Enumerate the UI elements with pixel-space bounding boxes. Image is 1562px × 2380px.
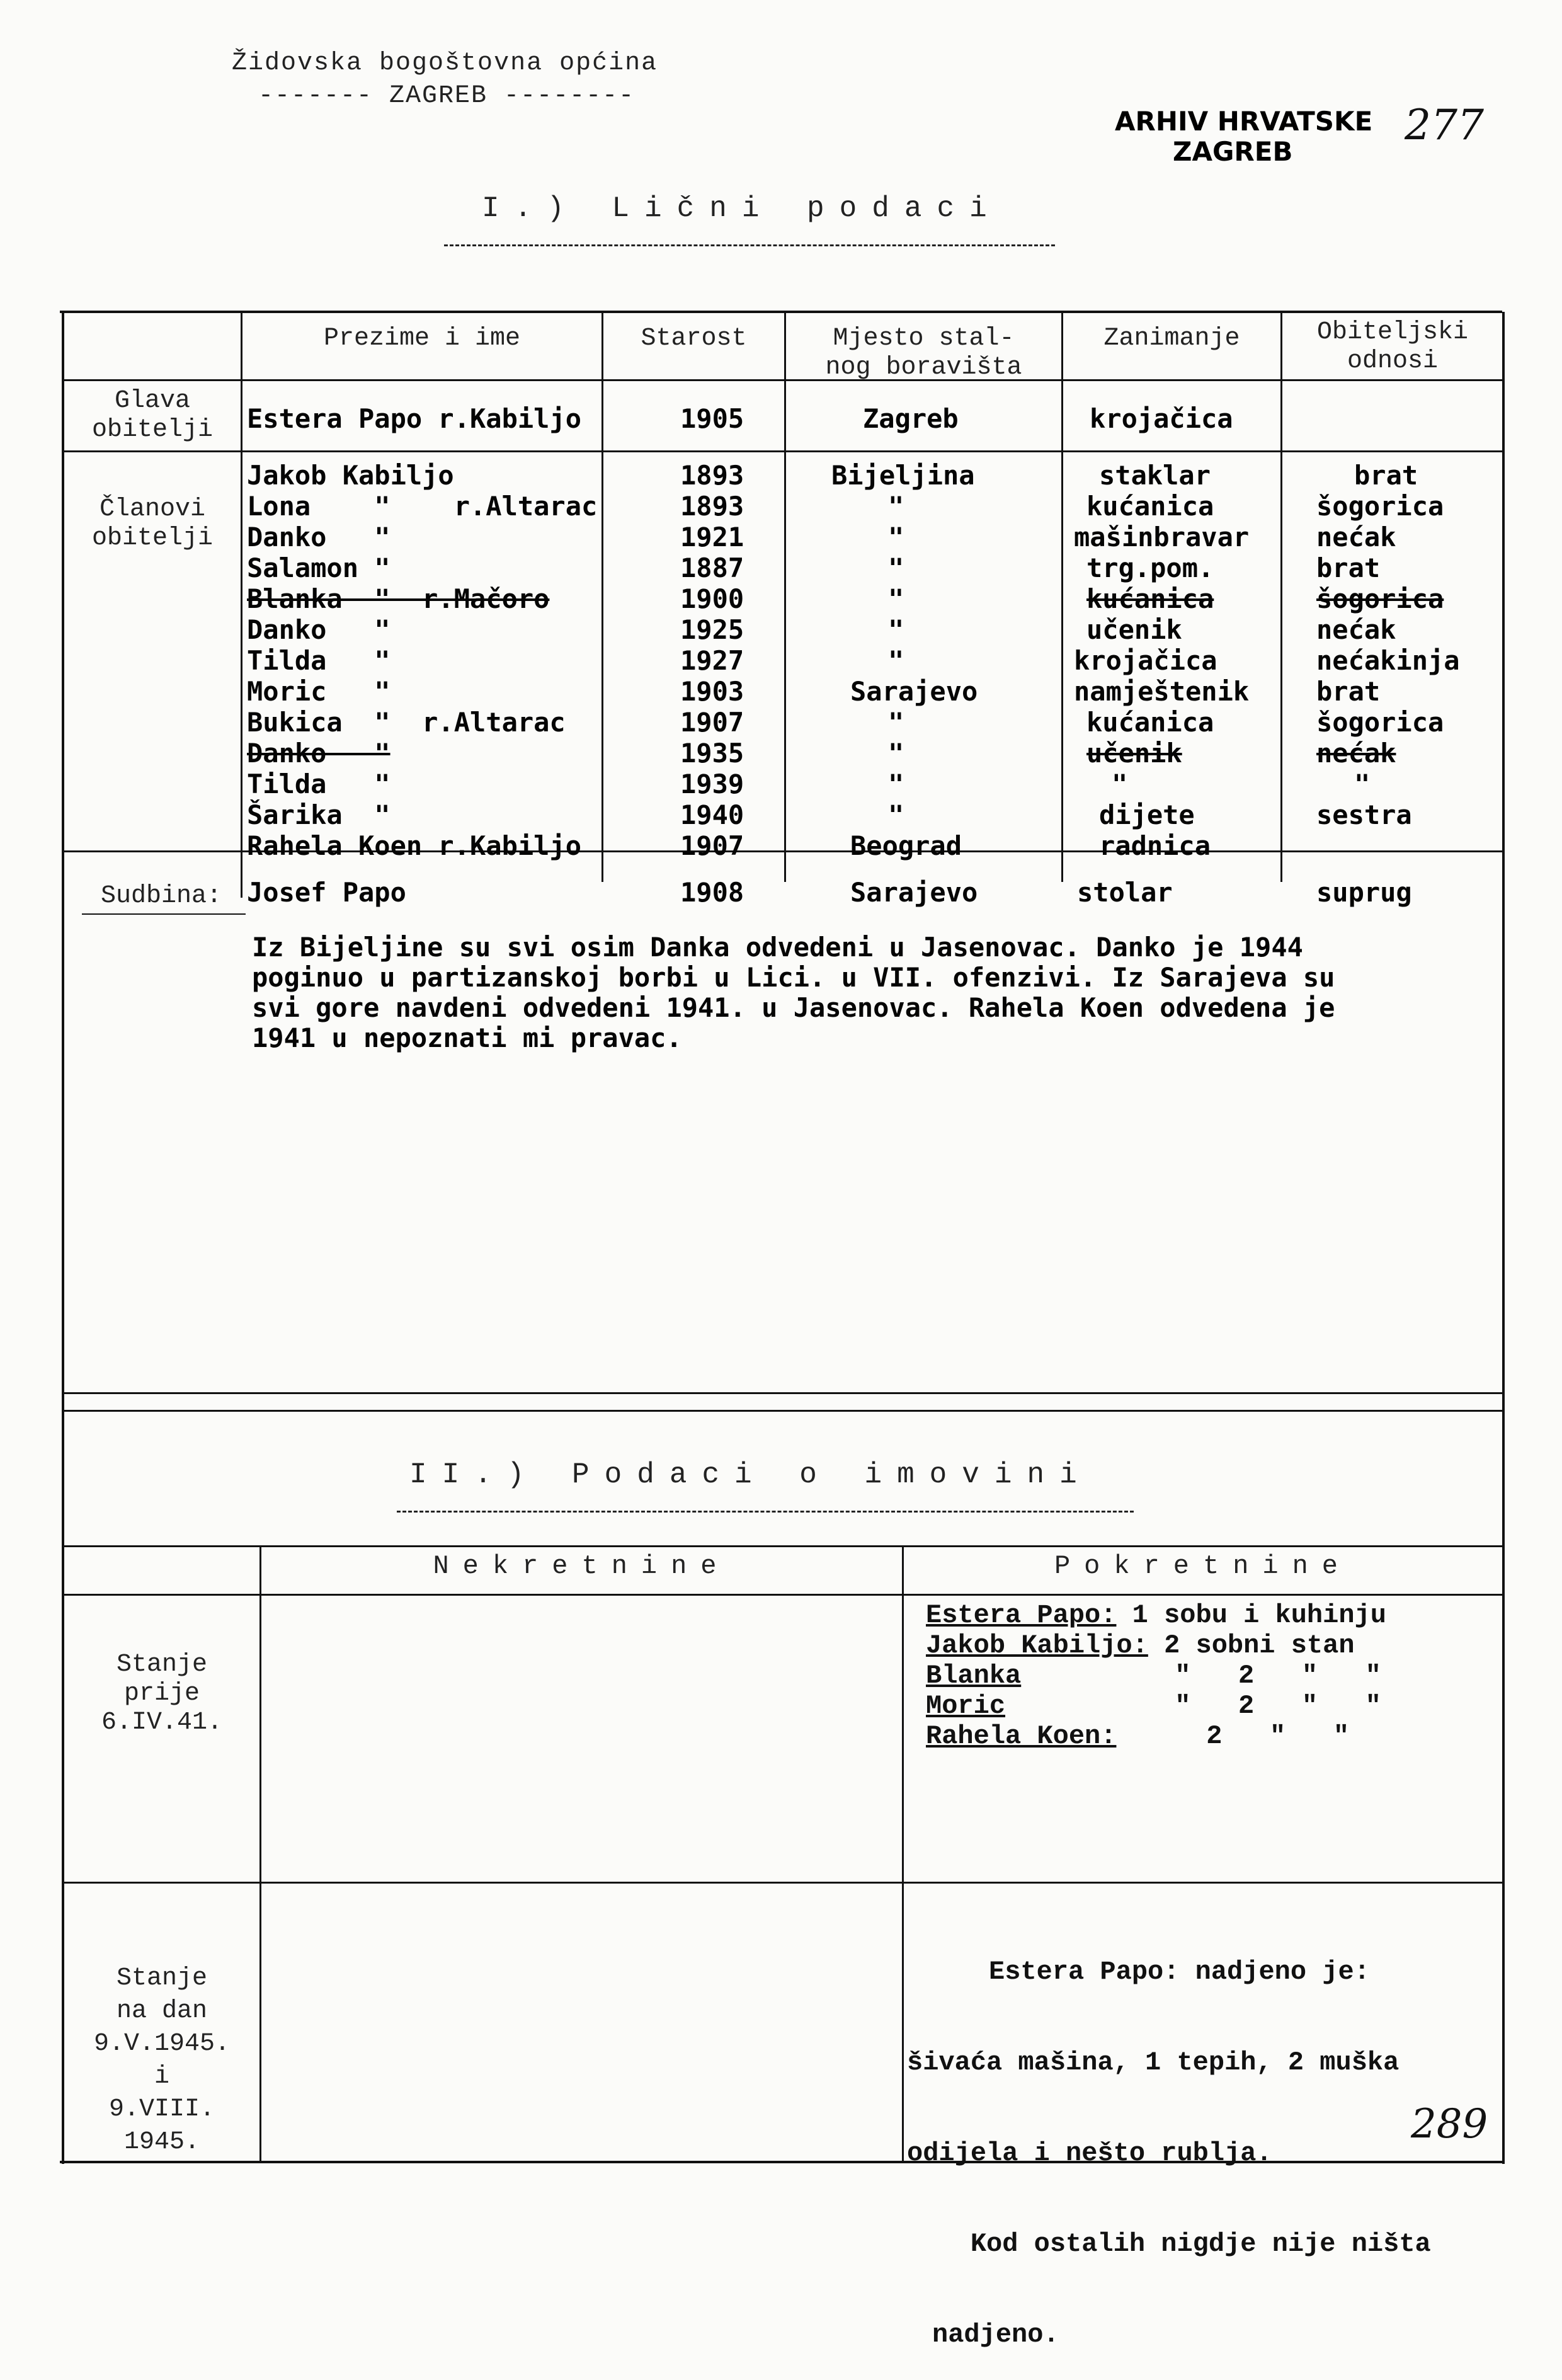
list-item: 1921 — [680, 522, 744, 552]
col-divider-name — [601, 312, 603, 882]
members-place-list — [831, 460, 978, 861]
list-item: Blanka " r.Mačoro — [247, 583, 550, 614]
members-year-list — [680, 460, 744, 861]
column-header-age: Starost — [641, 324, 747, 353]
list-item: " — [1112, 769, 1128, 799]
fate-line: poginuo u partizanskoj borbi u Lici. u VII. ofenzivi. Iz Sarajeva su — [252, 962, 1335, 993]
section2-row-line — [63, 1882, 1502, 1884]
list-item: Beograd — [850, 830, 962, 861]
archive-stamp-line1: ARHIV HRVATSKE — [1115, 106, 1373, 137]
movables-after-text — [907, 1896, 1431, 2380]
archive-number: 277 — [1405, 101, 1484, 149]
list-item: kućanica — [1086, 707, 1214, 738]
list-item: " — [888, 738, 904, 769]
list-item: 1887 — [680, 552, 744, 583]
spouse-year: 1908 — [680, 877, 744, 908]
list-item: 1907 — [680, 707, 744, 738]
page-number: 289 — [1411, 2101, 1488, 2148]
list-item — [926, 1600, 1386, 1630]
col-divider-label — [241, 312, 242, 898]
owner-name: Rahela Koen: — [926, 1721, 1117, 1751]
list-item: šogorica — [1316, 583, 1444, 614]
owner-name: Estera Papo: — [926, 1600, 1117, 1630]
list-item: mašinbravar — [1074, 522, 1250, 552]
list-item: šogorica — [1316, 707, 1444, 738]
head-row-line — [63, 450, 1502, 452]
owner-name: Moric — [926, 1691, 1006, 1721]
section-break-line-2 — [63, 1410, 1502, 1412]
list-item: Šarika " — [247, 799, 390, 830]
list-item: kućanica — [1086, 491, 1214, 522]
list-item: staklar — [1099, 460, 1211, 491]
list-item: " — [888, 552, 904, 583]
list-item: " — [888, 583, 904, 614]
list-item: brat — [1316, 676, 1381, 707]
row-label-fate: Sudbina: — [101, 882, 222, 910]
list-item: " — [888, 645, 904, 676]
spouse-relation: suprug — [1316, 877, 1412, 908]
column-header-real-estate: Nekretnine — [433, 1551, 731, 1581]
section-break-line-1 — [63, 1392, 1502, 1394]
section2-title-underline — [397, 1511, 1134, 1513]
owner-property: " 2 " " — [1175, 1661, 1381, 1691]
list-item: " — [888, 522, 904, 552]
list-item: sestra — [1316, 799, 1412, 830]
section2-title: II.) Podaci o imovini — [409, 1458, 1092, 1491]
list-item: nećak — [1316, 738, 1396, 769]
column-header-occupation: Zanimanje — [1103, 324, 1240, 353]
head-year: 1905 — [680, 403, 744, 434]
list-item: trg.pom. — [1086, 552, 1214, 583]
row-label-before: Stanje prije 6.IV.41. — [101, 1651, 223, 1737]
section2-header-line — [63, 1594, 1502, 1596]
list-item — [926, 1630, 1386, 1661]
list-item: Danko " — [247, 522, 390, 552]
list-item: učenik — [1086, 738, 1182, 769]
list-item: Estera Papo: nadjeno je: — [989, 1957, 1370, 1987]
owner-name: Jakob Kabiljo: — [926, 1630, 1148, 1661]
list-item: " — [1354, 769, 1371, 799]
members-occupation-list — [1074, 460, 1249, 861]
list-item: Jakob Kabiljo — [247, 460, 454, 491]
list-item: Tilda " — [247, 645, 390, 676]
header-row-line — [63, 379, 1502, 381]
list-item: radnica — [1099, 830, 1211, 861]
table-top-border — [60, 311, 1502, 313]
head-name: Estera Papo r.Kabiljo — [247, 403, 582, 434]
list-item: učenik — [1086, 614, 1182, 645]
list-item: nećak — [1316, 614, 1396, 645]
list-item: brat — [1354, 460, 1418, 491]
list-item — [926, 1691, 1386, 1721]
list-item: 1900 — [680, 583, 744, 614]
list-item: kućanica — [1086, 583, 1214, 614]
members-name-list — [247, 460, 597, 861]
column-header-family-relation: Obiteljski odnosi — [1316, 318, 1469, 375]
list-item: 1907 — [680, 830, 744, 861]
section2-col-divider-middle — [902, 1547, 904, 2161]
list-item: odijela i nešto rublja. — [907, 2138, 1272, 2168]
owner-property: 2 " " — [1206, 1721, 1350, 1751]
list-item: " — [888, 707, 904, 738]
owner-name: Blanka — [926, 1661, 1022, 1691]
list-item: 1893 — [680, 460, 744, 491]
section1-title-underline — [444, 244, 1055, 246]
list-item: " — [888, 491, 904, 522]
list-item: dijete — [1099, 799, 1195, 830]
list-item: Kod ostalih nigdje nije ništa — [907, 2229, 1431, 2259]
list-item: Danko " — [247, 738, 390, 769]
list-item: 1903 — [680, 676, 744, 707]
list-item: Lona " r.Altarac — [247, 491, 598, 522]
list-item: 1935 — [680, 738, 744, 769]
row-label-members: Članovi obitelji — [91, 495, 214, 552]
list-item: krojačica — [1074, 645, 1217, 676]
list-item: 1939 — [680, 769, 744, 799]
list-item: 1925 — [680, 614, 744, 645]
fate-text — [252, 932, 1335, 1053]
owner-property: 2 sobni stan — [1164, 1630, 1355, 1661]
list-item: " — [888, 799, 904, 830]
list-item: 1927 — [680, 645, 744, 676]
organization-name: Židovska bogoštovna općina — [232, 49, 658, 77]
movables-before-list — [926, 1600, 1386, 1751]
column-header-name: Prezime i ime — [323, 324, 521, 353]
col-divider-occupation — [1280, 312, 1282, 882]
spouse-occupation: stolar — [1077, 877, 1173, 908]
head-occupation: krojačica — [1090, 403, 1233, 434]
row-label-after: Stanje na dan 9.V.1945. i 9.VIII. 1945. — [93, 1964, 231, 2156]
spouse-name: Josef Papo — [247, 877, 406, 908]
list-item: Danko " — [247, 614, 390, 645]
list-item — [926, 1661, 1386, 1691]
list-item: Salamon " — [247, 552, 390, 583]
organization-city: ------- ZAGREB -------- — [258, 82, 636, 110]
row-label-head: Glava obitelji — [91, 387, 214, 444]
list-item: Moric " — [247, 676, 390, 707]
col-divider-age — [784, 312, 786, 882]
col-divider-place — [1061, 312, 1063, 882]
section2-col-divider-label — [259, 1547, 261, 2161]
owner-property: " 2 " " — [1175, 1691, 1381, 1721]
fate-label-underline — [82, 913, 246, 915]
members-relation-list — [1316, 460, 1460, 830]
list-item: " — [888, 769, 904, 799]
archive-stamp-line2: ZAGREB — [1173, 136, 1293, 167]
list-item: nadjeno. — [932, 2320, 1059, 2350]
list-item: 1893 — [680, 491, 744, 522]
list-item: nećakinja — [1316, 645, 1460, 676]
list-item: Bijeljina — [831, 460, 975, 491]
owner-property: 1 sobu i kuhinju — [1132, 1600, 1386, 1630]
table-left-border — [62, 312, 64, 2164]
head-place: Zagreb — [863, 403, 959, 434]
section2-top-line — [63, 1545, 1502, 1547]
list-item: Rahela Koen r.Kabiljo — [247, 830, 582, 861]
fate-line: 1941 u nepoznati mi pravac. — [252, 1022, 682, 1053]
list-item: nećak — [1316, 522, 1396, 552]
column-header-place: Mjesto stal- nog boravišta — [825, 324, 1022, 382]
section1-title: I.) Lični podaci — [482, 192, 1002, 225]
list-item — [926, 1721, 1386, 1751]
list-item: brat — [1316, 552, 1381, 583]
table-right-border — [1502, 312, 1505, 2164]
list-item: šogorica — [1316, 491, 1444, 522]
list-item: Tilda " — [247, 769, 390, 799]
spouse-place: Sarajevo — [850, 877, 978, 908]
fate-line: svi gore navdeni odvedeni 1941. u Jasenovac. Rahela Koen odvedena je — [252, 992, 1335, 1023]
list-item: namještenik — [1074, 676, 1250, 707]
fate-line: Iz Bijeljine su svi osim Danka odvedeni u Jasenovac. Danko je 1944 — [252, 932, 1303, 963]
column-header-movables: Pokretnine — [1054, 1551, 1352, 1581]
list-item: Bukica " r.Altarac — [247, 707, 566, 738]
list-item: " — [888, 614, 904, 645]
list-item: 1940 — [680, 799, 744, 830]
list-item: šivaća mašina, 1 tepih, 2 muška — [907, 2047, 1400, 2078]
list-item: Sarajevo — [850, 676, 978, 707]
